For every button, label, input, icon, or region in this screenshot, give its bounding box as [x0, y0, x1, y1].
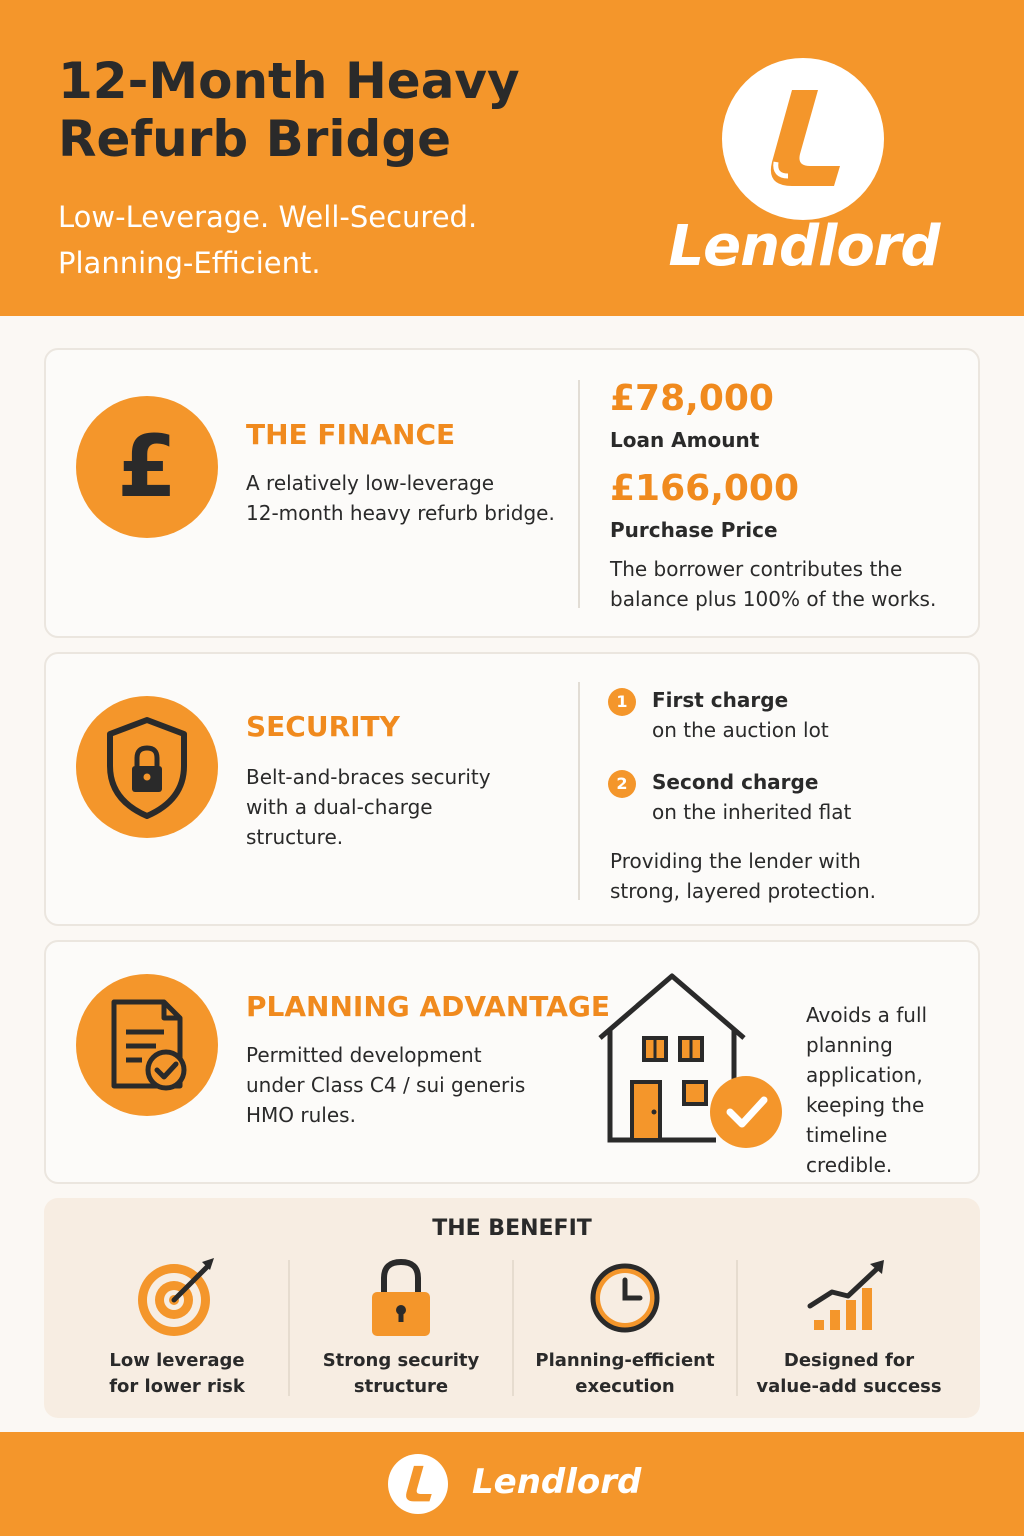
finance-note-line-2: balance plus 100% of the works. [610, 587, 937, 611]
footer-banner [0, 1432, 1024, 1536]
planning-text-line-3: HMO rules. [246, 1103, 356, 1127]
lendlord-l-icon [722, 58, 884, 220]
charge-title-2: Second charge [652, 770, 819, 794]
benefit-label-1 [66, 1348, 288, 1400]
benefit-4-line-1: Designed for [783, 1350, 915, 1371]
padlock-icon [356, 1256, 446, 1340]
benefit-2-line-1: Strong security [322, 1350, 480, 1371]
security-note [610, 846, 970, 906]
subtitle-line-1: Low-Leverage. Well-Secured. [58, 200, 478, 234]
growth-chart-icon [804, 1256, 894, 1340]
finance-text-line-2: 12-month heavy refurb bridge. [246, 501, 555, 525]
finance-heading: THE FINANCE [246, 418, 456, 451]
loan-amount-label: Loan Amount [610, 428, 760, 452]
charge-sub-1: on the auction lot [652, 718, 829, 742]
benefit-label-2 [290, 1348, 512, 1400]
security-divider [578, 682, 580, 900]
finance-text-line-1: A relatively low-leverage [246, 471, 495, 495]
benefit-4-line-2: value-add success [756, 1376, 942, 1397]
purchase-price-value: £166,000 [610, 468, 800, 509]
subtitle-line-2: Planning-Efficient. [58, 246, 321, 280]
finance-card [44, 348, 980, 638]
pound-icon [76, 396, 218, 538]
security-text-line-3: structure. [246, 825, 344, 849]
finance-note [610, 554, 970, 614]
clock-icon [580, 1256, 670, 1340]
charge-badge-2: 2 [608, 770, 636, 798]
benefit-3-line-2: execution [575, 1376, 675, 1397]
security-card [44, 652, 980, 926]
shield-lock-icon [76, 696, 218, 838]
benefit-heading: THE BENEFIT [432, 1216, 592, 1241]
purchase-price-label: Purchase Price [610, 518, 778, 542]
planning-note-line-5: timeline credible. [806, 1123, 893, 1177]
document-check-icon [76, 974, 218, 1116]
footer-lendlord-l-icon [388, 1454, 448, 1514]
charge-sub-2: on the inherited flat [652, 800, 852, 824]
security-heading: SECURITY [246, 710, 400, 743]
benefit-panel [44, 1198, 980, 1418]
security-description [246, 762, 586, 852]
finance-divider [578, 380, 580, 608]
security-text-line-1: Belt-and-braces security [246, 765, 491, 789]
security-note-line-1: Providing the lender with [610, 849, 861, 873]
benefit-1-line-2: for lower risk [109, 1376, 245, 1397]
planning-note-line-3: application, [806, 1063, 923, 1087]
benefit-item-value-add [738, 1256, 960, 1406]
planning-note-line-1: Avoids a full [806, 1003, 928, 1027]
benefit-item-low-leverage [66, 1256, 288, 1406]
planning-note-line-2: planning [806, 1033, 893, 1057]
page-title [58, 52, 618, 168]
planning-note [806, 1000, 976, 1180]
planning-note-line-4: keeping the [806, 1093, 925, 1117]
benefit-label-3 [514, 1348, 736, 1400]
house-check-icon [596, 972, 796, 1158]
benefit-item-security [290, 1256, 512, 1406]
charge-title-1: First charge [652, 688, 789, 712]
loan-amount-value: £78,000 [610, 378, 774, 419]
svg-text:£: £ [117, 417, 177, 517]
target-icon [132, 1256, 222, 1340]
security-text-line-2: with a dual-charge [246, 795, 433, 819]
planning-description [246, 1040, 566, 1130]
finance-note-line-1: The borrower contributes the [610, 557, 903, 581]
benefit-item-planning [514, 1256, 736, 1406]
footer-brand-wordmark: Lendlord [472, 1462, 642, 1502]
planning-text-line-1: Permitted development [246, 1043, 482, 1067]
planning-card [44, 940, 980, 1184]
planning-heading: PLANNING ADVANTAGE [246, 990, 610, 1023]
header-banner [0, 0, 1024, 316]
title-line-1: 12-Month Heavy [58, 52, 520, 110]
brand-wordmark: Lendlord [668, 214, 940, 279]
finance-description [246, 468, 586, 528]
title-line-2: Refurb Bridge [58, 110, 452, 168]
charge-badge-1: 1 [608, 688, 636, 716]
security-note-line-2: strong, layered protection. [610, 879, 876, 903]
page-subtitle [58, 194, 578, 286]
benefit-3-line-1: Planning-efficient [535, 1350, 715, 1371]
planning-text-line-2: under Class C4 / sui generis [246, 1073, 526, 1097]
benefit-1-line-1: Low leverage [109, 1350, 245, 1371]
benefit-2-line-2: structure [353, 1376, 449, 1397]
benefit-label-4 [738, 1348, 960, 1400]
